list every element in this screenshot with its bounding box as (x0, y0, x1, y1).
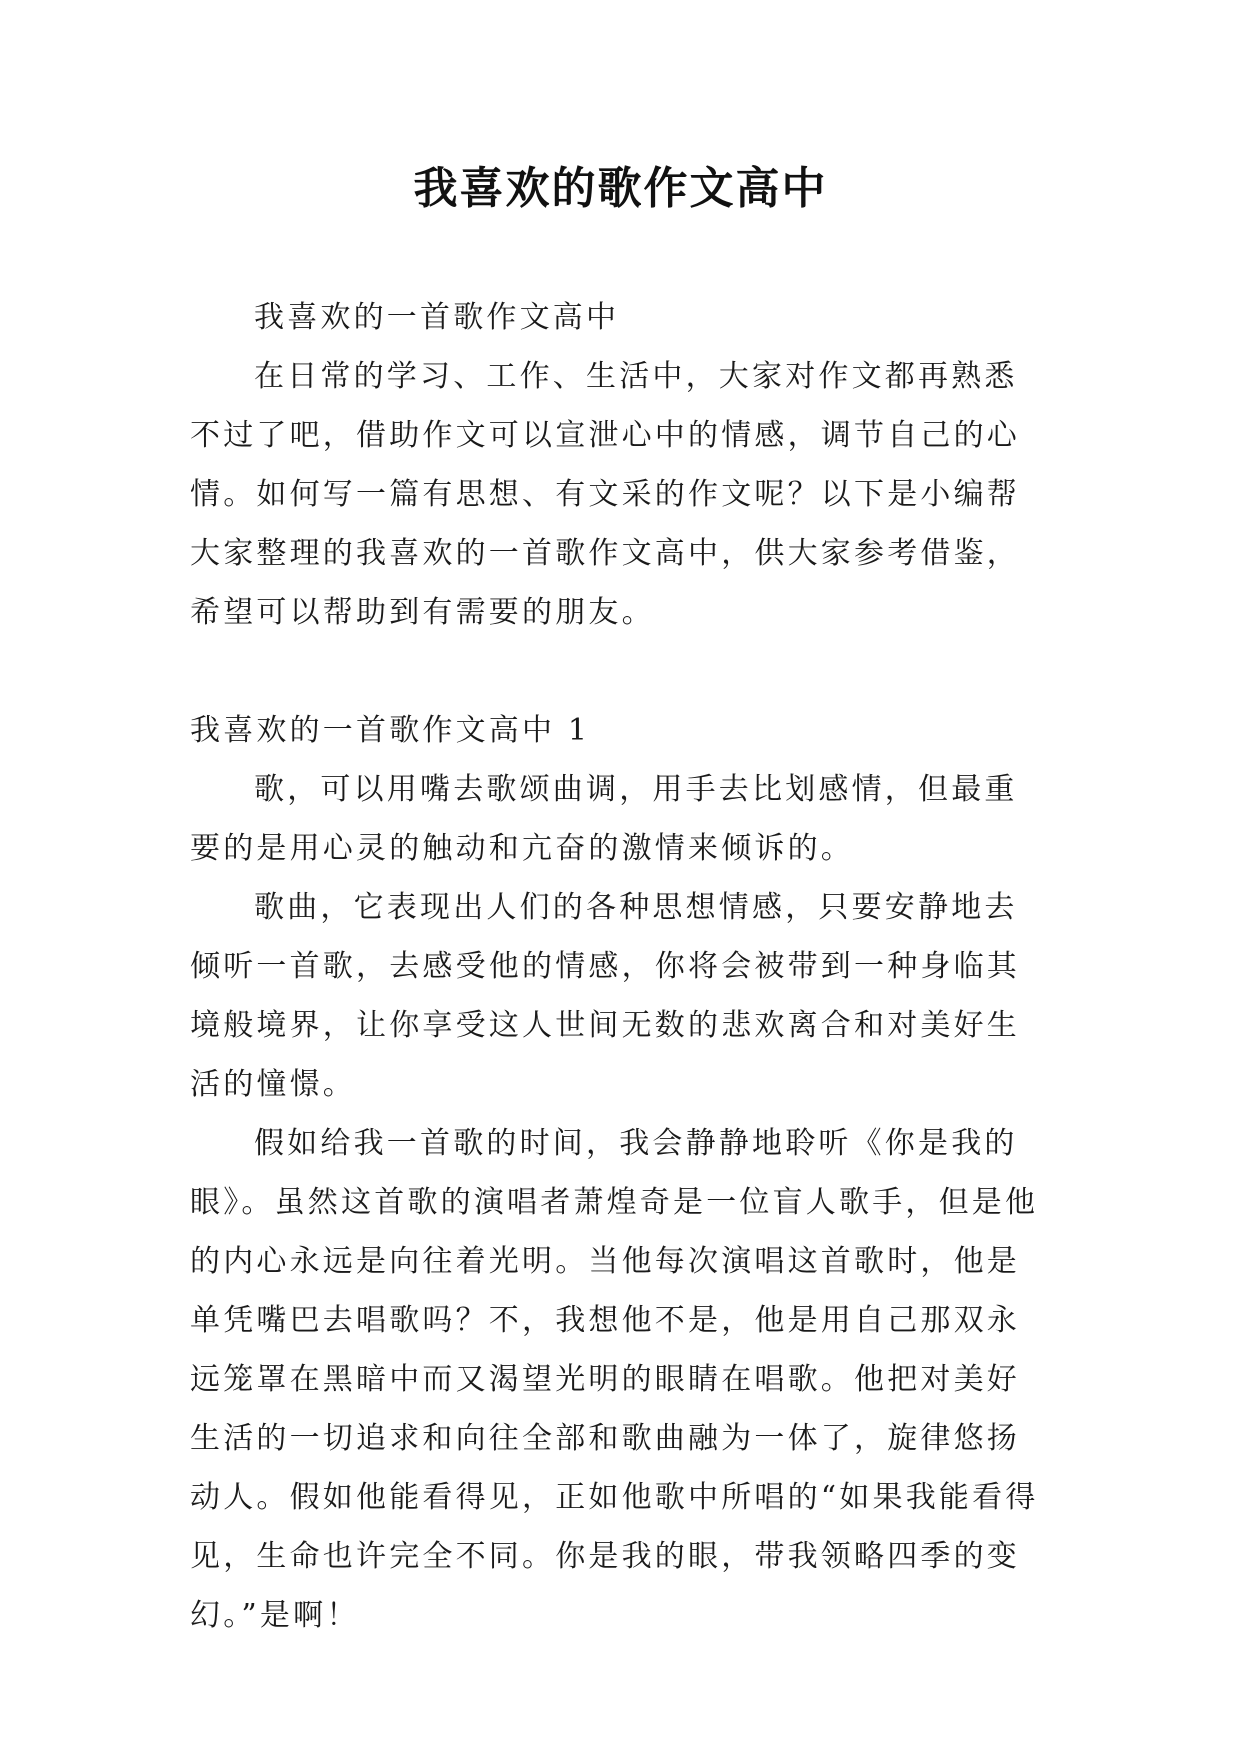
document-body (190, 288, 1050, 1645)
intro-heading: 我喜欢的一首歌作文高中 (254, 300, 620, 335)
document-title: 我喜欢的歌作文高中 (413, 163, 828, 214)
paragraph-gap (190, 642, 1050, 701)
intro-paragraph: 在日常的学习、工作、生活中，大家对作文都再熟悉不过了吧，借助作文可以宣泄心中的情感，调节自己的心情。如何写一篇有思想、有文采的作文呢？以下是小编帮大家整理的我喜欢的一首歌作文高中，供大家参考借鉴，希望可以帮助到有需要的朋友。 (190, 359, 1020, 630)
body-paragraph-2: 歌曲，它表现出人们的各种思想情感，只要安静地去倾听一首歌，去感受他的情感，你将会被带到一种身临其境般境界，让你享受这人世间无数的悲欢离合和对美好生活的憧憬。 (190, 890, 1020, 1102)
body-paragraph-3: 假如给我一首歌的时间，我会静静地聆听《你是我的眼》。虽然这首歌的演唱者萧煌奇是一位盲人歌手，但是他的内心永远是向往着光明。当他每次演唱这首歌时，他是单凭嘴巴去唱歌吗？不，我想他不是，他是用自己那双永远笼罩在黑暗中而又渴望光明的眼睛在唱歌。他把对美好生活的一切追求和向往全部和歌曲融为一体了，旋律悠扬动人。假如他能看得见，正如他歌中所唱的“如果我能看得见，生命也许完全不同。你是我的眼，带我领略四季的变幻。”是啊！ (190, 1126, 1039, 1633)
body-paragraph-1: 歌，可以用嘴去歌颂曲调，用手去比划感情，但最重要的是用心灵的触动和亢奋的激情来倾诉的。 (190, 772, 1018, 866)
section-heading: 我喜欢的一首歌作文高中 1 (190, 713, 591, 748)
